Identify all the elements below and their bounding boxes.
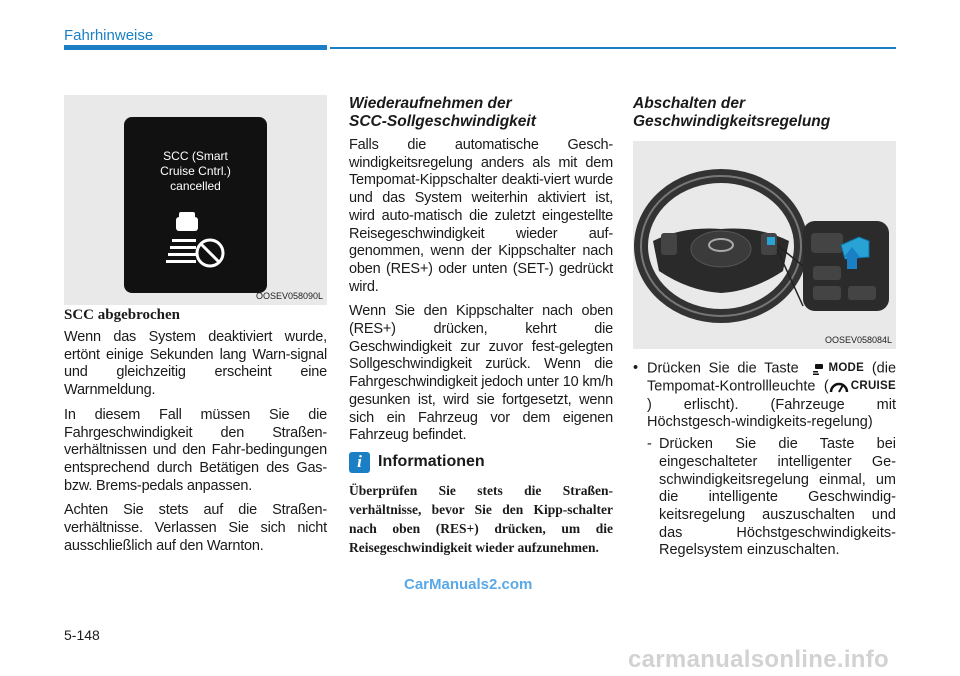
section-heading: SCC abgebrochen	[64, 307, 180, 323]
paragraph: In diesem Fall müssen Sie die Fahrgeschwindigkeit den Straßen-verhältnissen und den Fahr-bedingungen entsprechend durch Betätigen des Gas- bzw. Brems-pedals anpassen.	[64, 406, 327, 494]
steering-wheel-illustration	[633, 141, 896, 349]
paragraph: Achten Sie stets auf die Straßen-verhältnisse. Verlassen Sie sich nicht ausschließlich auf den Warnton.	[64, 502, 327, 554]
mode-label: MODE	[828, 362, 865, 374]
cruise-gauge-icon	[829, 380, 849, 394]
bullet-text: Drücken Sie die Taste	[647, 360, 799, 377]
steering-wheel-figure	[633, 141, 896, 349]
heading-line: Geschwindigkeitsregelung	[633, 113, 831, 130]
dash: -	[647, 436, 652, 453]
heading-line: SCC-Sollgeschwindigkeit	[349, 113, 536, 130]
cluster-figure	[64, 95, 327, 305]
cruise-indicator-glyph	[829, 378, 896, 396]
header-rule	[330, 47, 896, 49]
sub-item	[647, 436, 896, 560]
paragraph: Wenn Sie den Kippschalter nach oben (RES+) drücken, kehrt die Geschwindigkeit zur zuvor fest-gelegten Sollgeschwindigkeit zurück. Wenn die Fahrgeschwindigkeit jedoch unter 10 km/h gesunken ist, wird sie fortgesetzt, wenn sich ein Fahrzeug vor dem eigenen Fahrzeug befindet.	[349, 303, 613, 444]
cruise-label: CRUISE	[850, 380, 896, 393]
section-heading	[633, 95, 896, 131]
bullet-text: (die Tempomat-Kontrollleuchte (	[647, 360, 897, 396]
mode-button-glyph	[812, 360, 864, 378]
header-bar	[64, 45, 327, 50]
paragraph: Wenn das System deaktiviert wurde, ertönt einige Sekunden lang Warn-signal und gleichzeitig erscheint eine Warnmeldung.	[64, 329, 327, 399]
section-title: Fahrhinweise	[64, 27, 154, 44]
sub-item-text: Drücken Sie die Taste bei eingeschalteter intelligenter Ge-schwindigkeitsregelung einmal, um die intelligente Geschwindig-keitsregelung auszuschalten und das Höchstgeschwindigkeits-Regelsystem einzuschalten.	[659, 436, 896, 559]
scc-icon	[812, 363, 826, 375]
bullet-item: • Drücken Sie die Taste MODE (die Tempomat-Kontrollleuchte ( CRUISE ) erlischt). (Fahrzeuge mit Höchstgesch-windigkeits-regelung)	[633, 360, 897, 431]
scc-cancel-icon	[166, 209, 230, 271]
page-number: 5-148	[64, 627, 100, 643]
display-line: SCC (Smart	[163, 149, 228, 163]
figure-caption: OOSEV058090L	[255, 291, 323, 301]
display-line: Cruise Cntrl.)	[160, 164, 231, 178]
info-icon: i	[349, 452, 370, 473]
heading-line: Abschalten der	[633, 95, 745, 112]
footer-watermark: carmanualsonline.info	[628, 646, 890, 673]
heading-line: Wiederaufnehmen der	[349, 95, 512, 112]
info-text: Überprüfen Sie stets die Straßen-verhältnisse, bevor Sie den Kipp-schalter nach oben (RES+) drücken, um die Reisegeschwindigkeit wieder aufzunehmen.	[349, 482, 613, 555]
info-title: Informationen	[378, 453, 485, 471]
display-line: cancelled	[170, 179, 221, 193]
info-box-heading	[349, 452, 613, 473]
section-heading	[349, 95, 613, 131]
watermark-link[interactable]: CarManuals2.com	[404, 576, 533, 593]
paragraph: Falls die automatische Gesch-windigkeitsregelung anders als mit dem Tempomat-Kippschalter deakti-viert wurde und das System weiterhin aktiviert ist, wird auto-matisch die zuletzt eingestellte Reisegeschwindigkeit wieder auf-genommen, wenn der Kippschalter nach oben (RES+) oder unten (SET-) gedrückt wird.	[349, 137, 613, 295]
bullet-text: ) erlischt). (Fahrzeuge mit Höchstgesch-windigkeits-regelung)	[647, 396, 896, 431]
cluster-display	[124, 117, 267, 293]
figure-caption: OOSEV058084L	[824, 335, 892, 345]
